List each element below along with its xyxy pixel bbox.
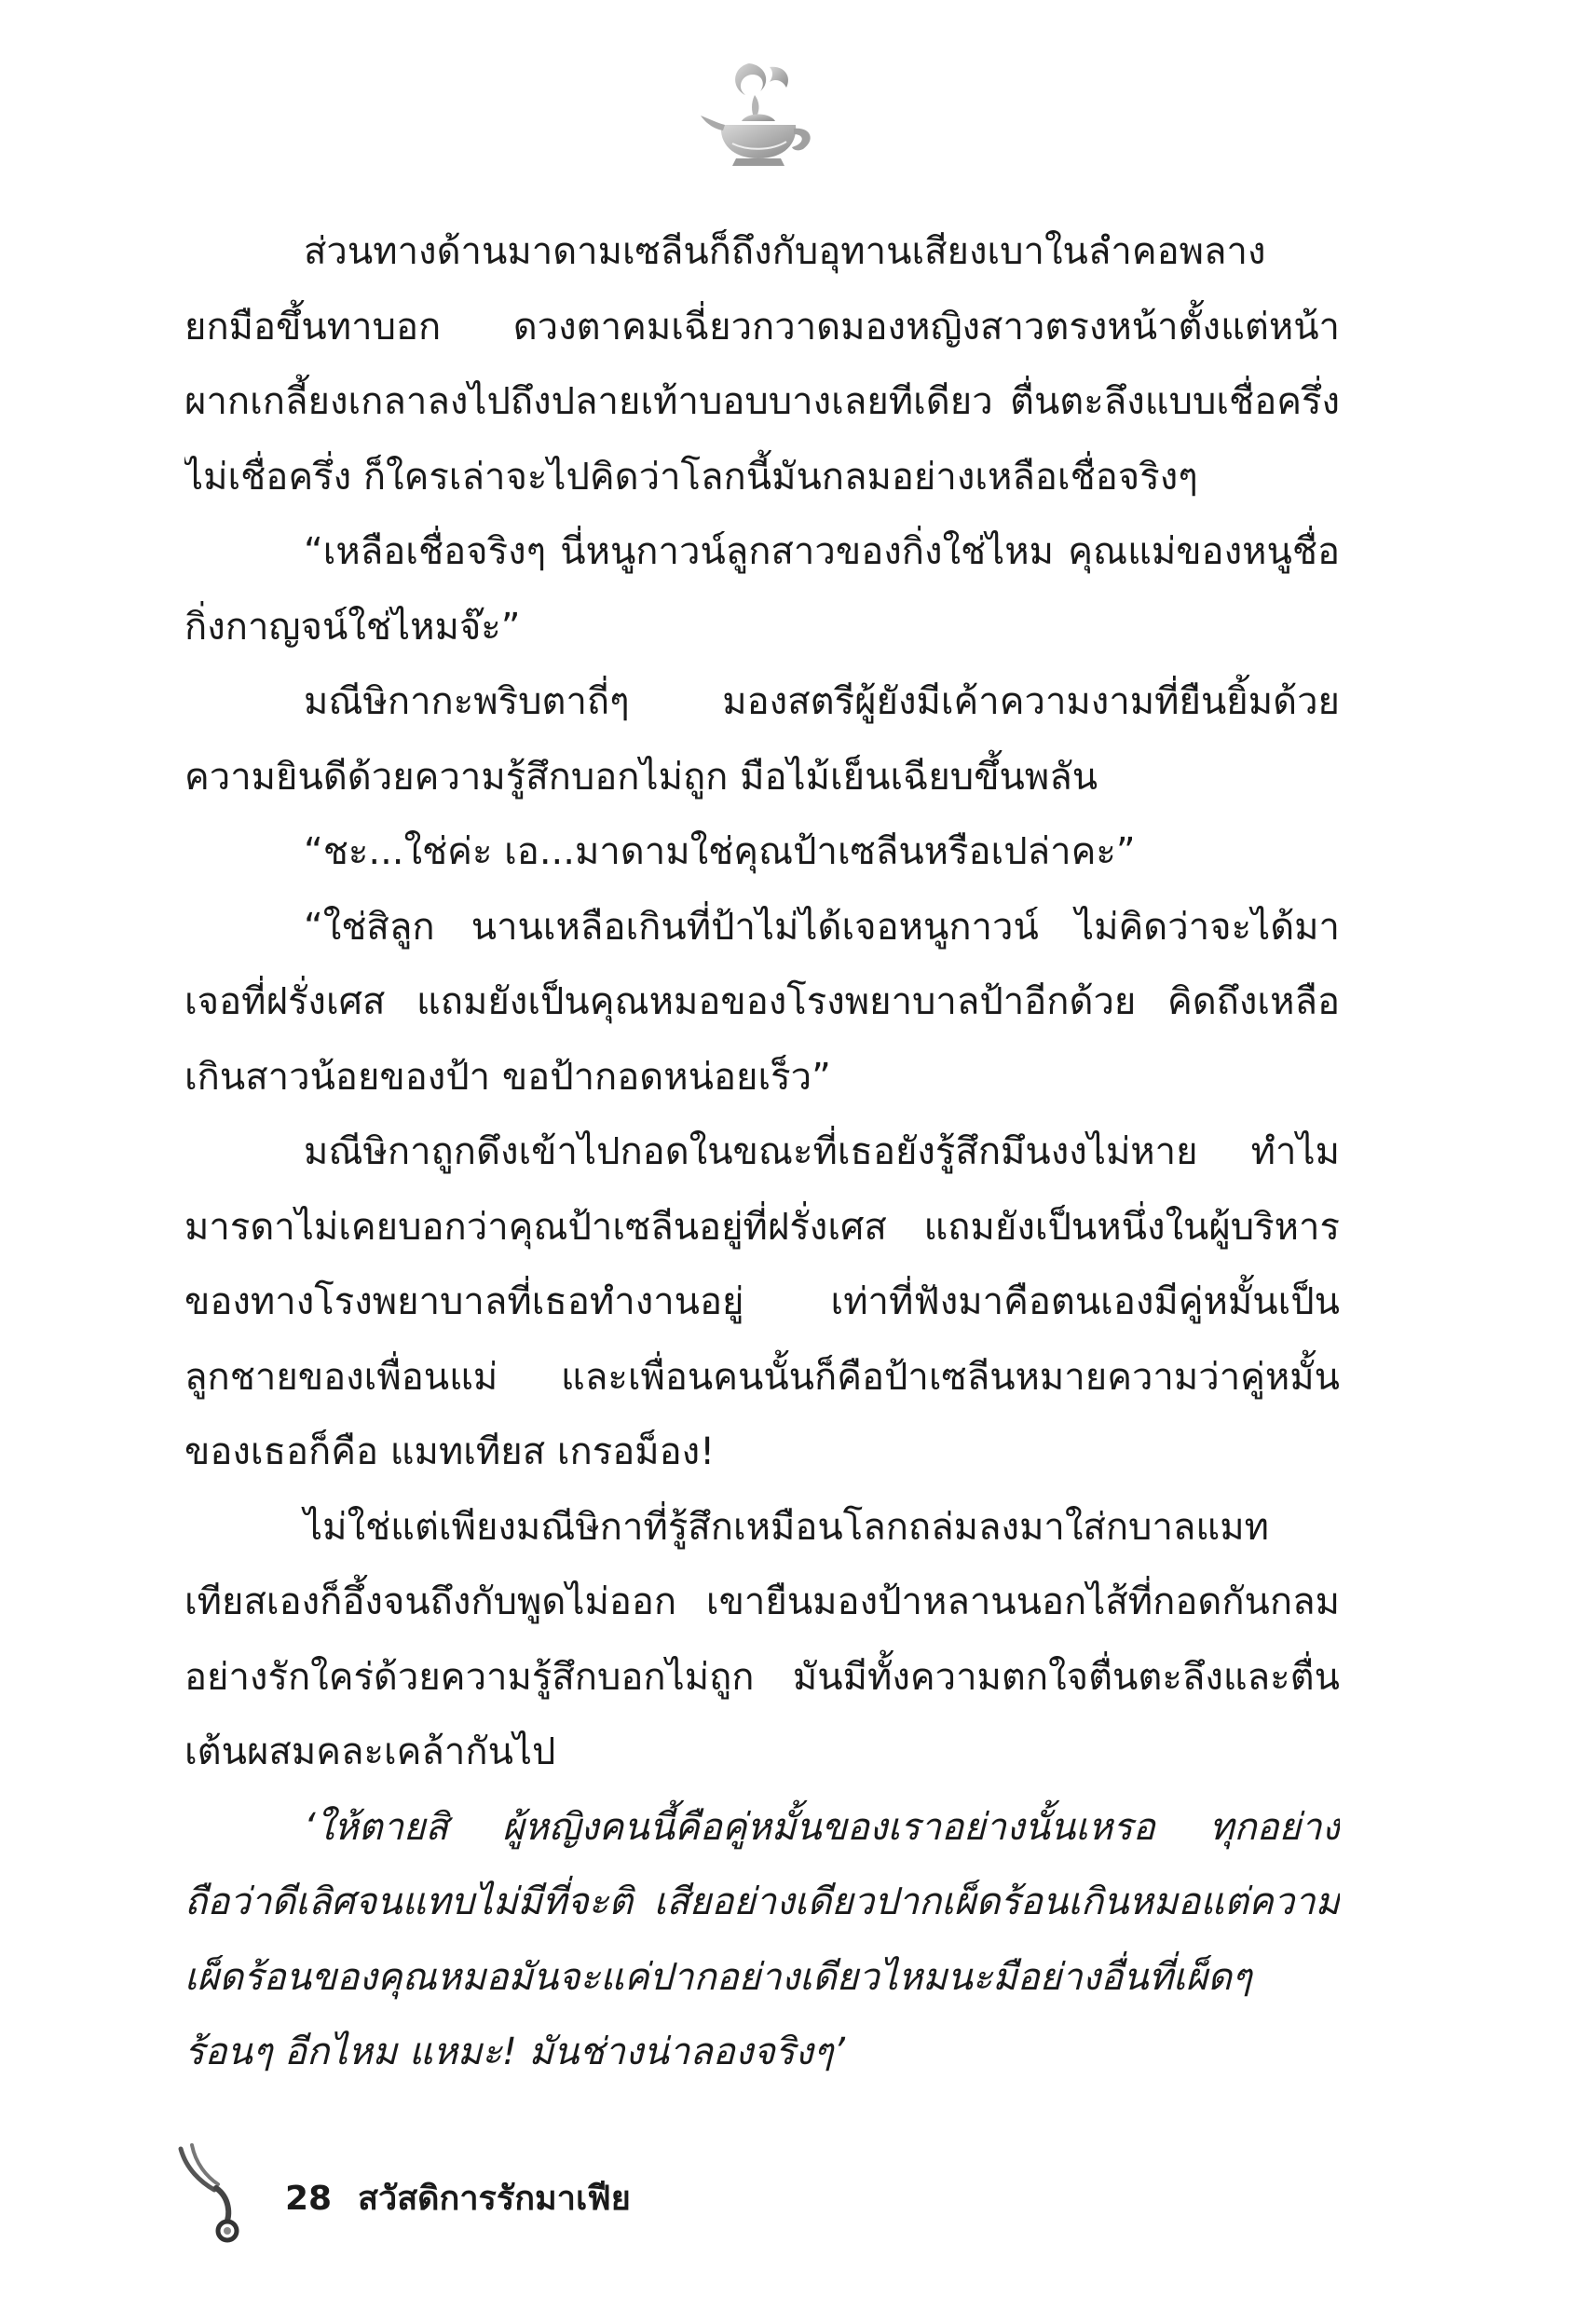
paragraph: “เหลือเชื่อจริงๆ นี่หนูกาวน์ลูกสาวของกิ่งใช่ไหม คุณแม่ของหนูชื่อกิ่งกาญจน์ใช่ไหมจ๊ะ” [184,530,1340,649]
paragraph: ส่วนทางด้านมาดามเซลีนก็ถึงกับอุทานเสียงเบาในลำคอพลางยกมือขึ้นทาบอก ดวงตาคมเฉี่ยวกวาดมองหญิงสาวตรงหน้าตั้งแต่หน้าผากเกลี้ยงเกลาลงไปถึงปลายเท้าบอบบางเลยทีเดียว ตื่นตะลึงแบบเชื่อครึ่งไม่เชื่อครึ่ง ก็ใครเล่าจะไปคิดว่าโลกนี้มันกลมอย่างเหลือเชื่อจริงๆ [184,230,1340,499]
paragraph: “ชะ...ใช่ค่ะ เอ...มาดามใช่คุณป้าเซลีนหรือเปล่าคะ” [304,830,1136,873]
paragraph: มณีษิกาถูกดึงเข้าไปกอดในขณะที่เธอยังรู้สึกมึนงงไม่หาย ทำไมมารดาไม่เคยบอกว่าคุณป้าเซลีนอยู่ที่ฝรั่งเศส แถมยังเป็นหนึ่งในผู้บริหารของทางโรงพยาบาลที่เธอทำงานอยู่ เท่าที่ฟังมาคือตนเองมีคู่หมั้นเป็นลูกชายของเพื่อนแม่ และเพื่อนคนนั้นก็คือป้าเซลีนหมายความว่าคู่หมั้นของเธอก็คือ แมทเทียส เกรอม็อง! [184,1130,1340,1473]
paragraph: “ใช่สิลูก นานเหลือเกินที่ป้าไม่ได้เจอหนูกาวน์ ไม่คิดว่าจะได้มาเจอที่ฝรั่งเศส แถมยังเป็นคุณหมอของโรงพยาบาลป้าอีกด้วย คิดถึงเหลือเกินสาวน้อยของป้า ขอป้ากอดหน่อยเร็ว” [184,905,1340,1099]
inner-thought-paragraph: ‘ให้ตายสิ ผู้หญิงคนนี้คือคู่หมั้นของเราอย่างนั้นเหรอ ทุกอย่างถือว่าดีเลิศจนแทบไม่มีที่จะติ เสียอย่างเดียวปากเผ็ดร้อนเกินหมอแต่ความเผ็ดร้อนของคุณหมอมันจะแค่ปากอย่างเดียวไหมนะมือย่างอื่นที่เผ็ดๆ ร้อนๆ อีกไหม แหมะ! มันช่างน่าลองจริงๆ’ [184,1805,1340,2073]
text-body [184,214,1340,2097]
teapot-ornament-icon [695,54,825,185]
book-title: สวัสดิการรักมาเฟีย [358,2180,631,2218]
stethoscope-icon [173,2141,266,2244]
page-number: 28 [285,2180,333,2218]
page-footer [173,2141,825,2244]
paragraph: มณีษิกากะพริบตาถี่ๆ มองสตรีผู้ยังมีเค้าความงามที่ยืนยิ้มด้วยความยินดีด้วยความรู้สึกบอกไม่ถูก มือไม้เย็นเฉียบขึ้นพลัน [184,680,1340,799]
paragraph: ไม่ใช่แต่เพียงมณีษิกาที่รู้สึกเหมือนโลกถล่มลงมาใส่กบาลแมทเทียสเองก็อึ้งจนถึงกับพูดไม่ออก เขายืนมองป้าหลานนอกไส้ที่กอดกันกลมอย่างรักใคร่ด้วยความรู้สึกบอกไม่ถูก มันมีทั้งความตกใจตื่นตะลึงและตื่นเต้นผสมคละเคล้ากันไป [184,1505,1340,1773]
